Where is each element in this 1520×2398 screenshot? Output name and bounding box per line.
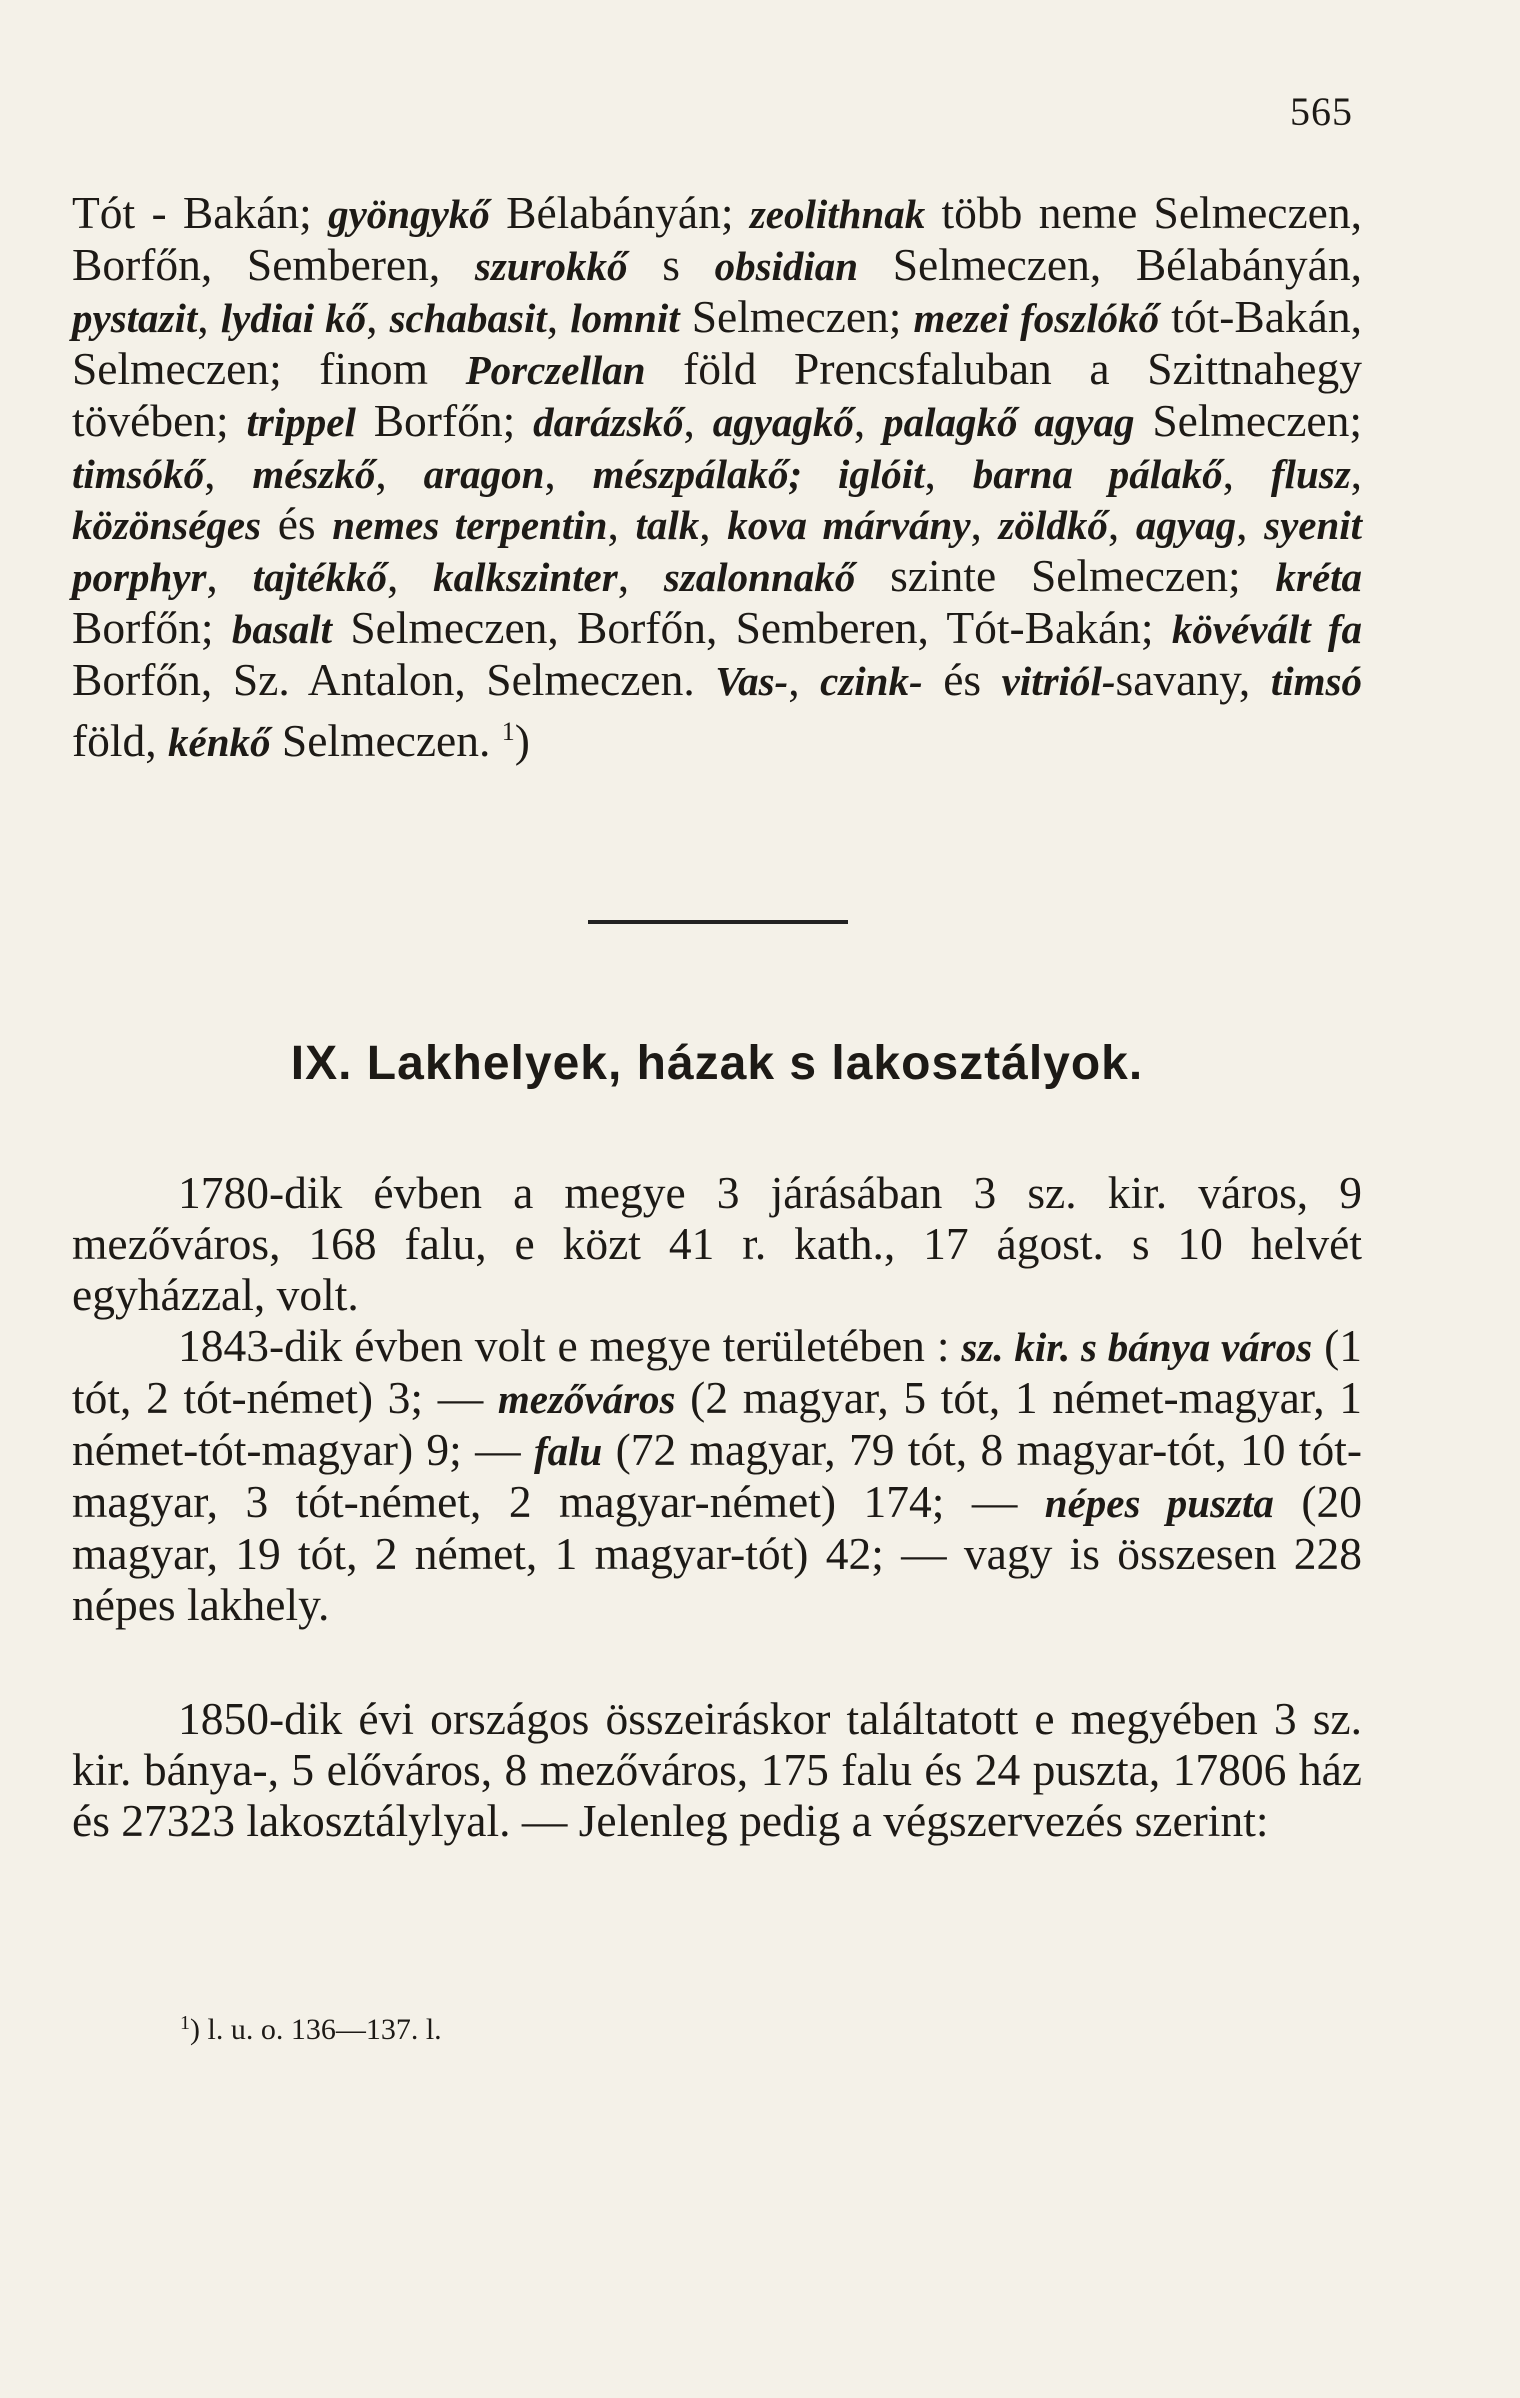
italic-term: palagkő agyag — [883, 398, 1135, 445]
italic-term: basalt — [231, 606, 333, 653]
italic-term: kénkő — [168, 719, 271, 766]
italic-term: aragon — [423, 450, 545, 497]
italic-term: mészkő — [252, 450, 376, 497]
italic-term: kövévált fa — [1171, 606, 1362, 653]
paragraph-1843: 1843-dik évben volt e megye területében : sz. kir. s bánya város (1 tót, 2 tót-német) 3; — mezőváros (2 magyar, 5 tót, 1 német-magyar, 1 német-tót-magyar) 9; — falu (72 magyar, 79 tót, 8 magyar-tót, 10 tót-magyar, 3 tót-német, 2 magyar-német) 174; — népes puszta (20 magyar, 19 tót, 2 német, 1 magyar-tót) 42; — vagy is összesen 228 népes lakhely. — [72, 1320, 1362, 1630]
italic-term: zöldkő — [998, 502, 1108, 549]
footnote — [180, 2006, 442, 2047]
footnote-reference: 1 — [501, 717, 515, 747]
italic-term: lomnit — [570, 294, 680, 341]
italic-term: mészpálakő; iglóit — [592, 450, 925, 497]
italic-term: czink- — [820, 658, 923, 705]
italic-term: obsidian — [714, 242, 859, 289]
italic-term: Porczellan — [465, 346, 646, 393]
italic-term: timsókő — [72, 450, 205, 497]
italic-term: közönséges — [72, 502, 262, 549]
section-divider — [588, 920, 848, 924]
italic-term: barna pálakő — [972, 450, 1223, 497]
italic-term: talk — [635, 502, 700, 549]
italic-term: agyag — [1135, 502, 1237, 549]
footnote-marker: 1 — [180, 2012, 190, 2034]
italic-term: lydiai kő — [220, 294, 367, 341]
footnote-text: ) l. u. o. 136—137. l. — [190, 2013, 442, 2046]
paragraph-1850: 1850-dik évi országos összeiráskor találtatott e megyében 3 sz. kir. bánya-, 5 előváros, 8 mezőváros, 175 falu és 24 puszta, 17806 ház és 27323 lakosztálylyal. — Jelenleg pedig a végszervezés szerint: — [72, 1693, 1362, 1846]
italic-term: timsó — [1270, 658, 1362, 705]
italic-term: syenit porphyr — [72, 502, 1363, 601]
italic-term: darázskő — [533, 398, 684, 445]
paragraph-1780: 1780-dik évben a megye 3 járásában 3 sz. kir. város, 9 mezőváros, 168 falu, e közt 41 r. kath., 17 ágost. s 10 helvét egyházzal, volt. — [72, 1167, 1362, 1320]
italic-term: népes puszta — [1044, 1479, 1274, 1526]
section-heading: IX. Lakhelyek, házak s lakosztályok. — [290, 1037, 1144, 1090]
italic-term: nemes terpentin — [332, 502, 608, 549]
italic-term: pystazit — [72, 294, 198, 341]
italic-term: kalkszinter — [433, 554, 618, 601]
italic-term: kréta — [1275, 554, 1363, 601]
paragraph-minerals: Tót - Bakán; gyöngykő Bélabányán; zeolithnak több neme Selmeczen, Borfőn, Semberen, szurokkő s obsidian Selmeczen, Bélabányán, pystazit, lydiai kő, schabasit, lomnit Selmeczen; mezei foszlókő tót-Bakán, Selmeczen; finom Porczellan föld Prencsfaluban a Szittnahegy tövében; trippel Borfőn; darázskő, agyagkő, palagkő agyag Selmeczen; timsókő, mészkő, aragon, mészpálakő; iglóit, barna pálakő, flusz, közönséges és nemes terpentin, talk, kova márvány, zöldkő, agyag, syenit porphyr, tajtékkő, kalkszinter, szalonnakő szinte Selmeczen; kréta Borfőn; basalt Selmeczen, Borfőn, Semberen, Tót-Bakán; kövévált fa Borfőn, Sz. Antalon, Selmeczen. Vas-, czink- és vitriól-savany, timsó föld, kénkő Selmeczen. $^1$) — [72, 187, 1363, 767]
italic-term: agyagkő — [712, 398, 854, 445]
italic-term: mezőváros — [497, 1375, 676, 1422]
italic-term: vitriól- — [1001, 658, 1116, 705]
italic-term: flusz — [1270, 450, 1351, 497]
italic-term: tajtékkő — [252, 554, 387, 601]
italic-term: szalonnakő — [663, 554, 856, 601]
italic-term: sz. kir. s bánya város — [961, 1324, 1313, 1370]
italic-term: mezei foszlókő — [913, 294, 1160, 341]
italic-term: kova márvány — [727, 502, 971, 549]
page-number: 565 — [1290, 89, 1353, 134]
italic-term: szurokkő — [474, 242, 628, 289]
italic-term: zeolithnak — [749, 191, 926, 237]
italic-term: Vas- — [715, 658, 789, 705]
italic-term: trippel — [246, 398, 356, 445]
italic-term: schabasit — [389, 294, 547, 341]
italic-term: falu — [533, 1427, 603, 1474]
italic-term: gyöngykő — [328, 191, 490, 237]
